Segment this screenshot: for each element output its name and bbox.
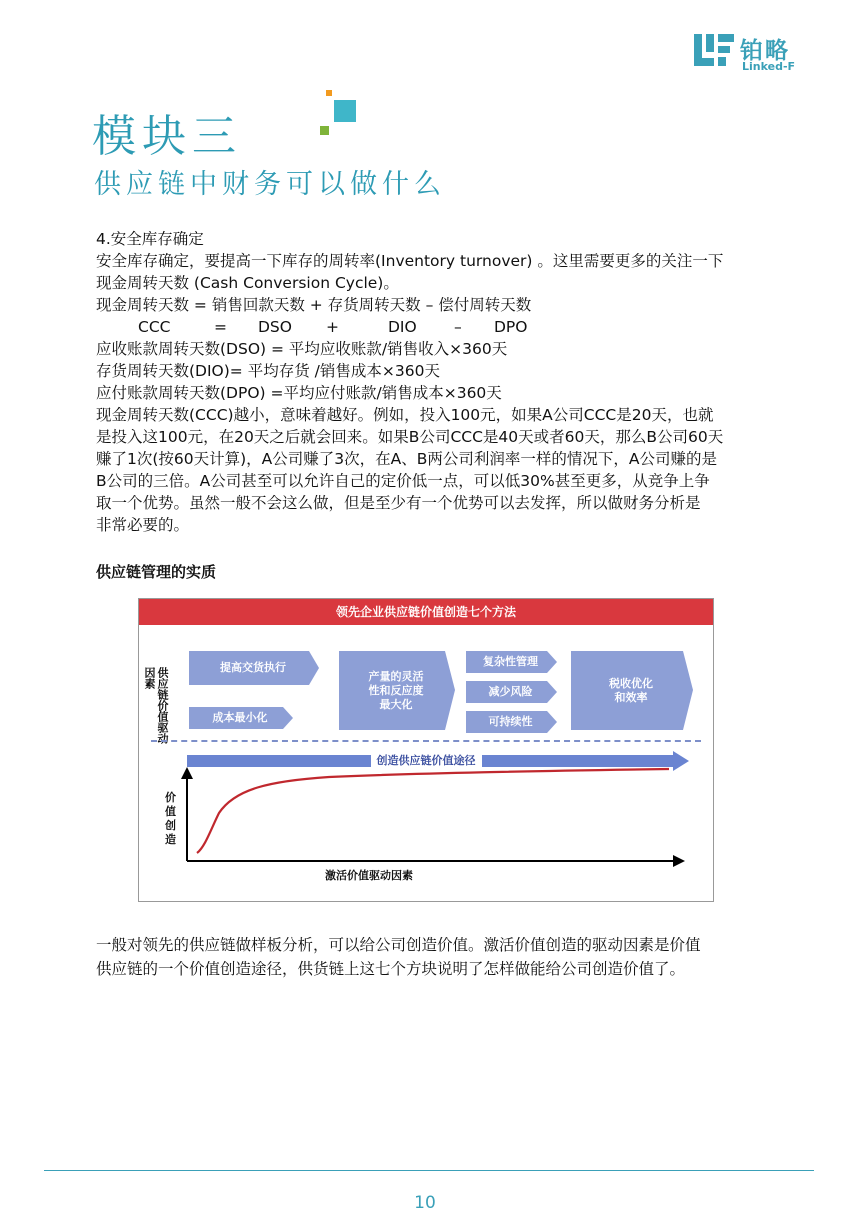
chevron-flexibility-line2: 性和反应度: [368, 683, 424, 697]
y-axis-label: 价值创造: [165, 791, 176, 846]
chevron-flexibility-line1: 产量的灵活: [368, 669, 424, 683]
formula-plus: +: [326, 318, 339, 336]
chevron-flexibility-line3: 最大化: [379, 697, 413, 711]
body-line: 非常必要的。: [96, 516, 190, 534]
body-line: 现金周转天数(CCC)越小，意味着越好。例如，投入100元，如果A公司CCC是20天，也就: [96, 406, 714, 424]
chevron-sustainability: 可持续性: [488, 715, 533, 728]
chevron-complexity: 复杂性管理: [483, 655, 538, 668]
formula-ccc: CCC: [138, 318, 171, 336]
body-line: 应付账款周转天数(DPO) =平均应付账款/销售成本×360天: [96, 384, 502, 402]
figure-vertical-label: 供应链价值驱动因素: [143, 667, 169, 744]
y-axis-arrow-icon: [181, 767, 193, 779]
body-line: 应收账款周转天数(DSO) = 平均应收账款/销售收入×360天: [96, 340, 508, 358]
body-line: 存货周转天数(DIO)= 平均存货 /销售成本×360天: [96, 362, 440, 380]
body-line: 赚了1次(按60天计算)，A公司赚了3次，在A、B两公司利润率一样的情况下，A公司赚的是: [96, 450, 717, 468]
chevron-tax-line1: 税收优化: [609, 676, 653, 690]
value-curve-chart: [139, 599, 713, 901]
para-line: 一般对领先的供应链做样板分析，可以给公司创造价值。激活价值创造的驱动因素是价值: [96, 936, 701, 954]
formula-minus: –: [454, 318, 462, 336]
chevron-delivery: 提高交货执行: [220, 661, 286, 674]
page-number: 10: [414, 1193, 436, 1213]
x-axis-arrow-icon: [673, 855, 685, 867]
figure-header: 领先企业供应链价值创造七个方法: [139, 599, 713, 625]
body-line: 安全库存确定，要提高一下库存的周转率(Inventory turnover) 。这里需要更多的关注一下: [96, 252, 724, 270]
formula-row: [96, 316, 796, 338]
formula-dio: DIO: [388, 318, 417, 336]
chevron-cost: 成本最小化: [212, 711, 268, 724]
footer-divider: [44, 1170, 814, 1171]
page-subtitle: 供应链中财务可以做什么: [94, 169, 446, 200]
body-heading: 4.安全库存确定: [96, 230, 204, 248]
logo-mark-icon: [692, 32, 736, 72]
formula-dpo: DPO: [494, 318, 528, 336]
chevron-tax-line2: 和效率: [614, 690, 648, 704]
formula-eq: =: [214, 318, 227, 336]
body-line: 是投入这100元，在20天之后就会回来。如果B公司CCC是40天或者60天，那么B公司60天: [96, 428, 724, 446]
para-line: 供应链的一个价值创造途径，供货链上这七个方块说明了怎样做能给公司创造价值了。: [96, 960, 686, 978]
formula-dso: DSO: [258, 318, 292, 336]
brand-logo: [692, 32, 814, 74]
body-line: B公司的三倍。A公司甚至可以允许自己的定价低一点，可以低30%甚至更多，从竞争上争: [96, 472, 710, 490]
logo-english-text: Linked-F: [742, 60, 796, 73]
decorative-squares-icon: [318, 90, 366, 142]
body-text: [96, 228, 796, 536]
body-line: 现金周转天数 = 销售回款天数 + 存货周转天数 – 偿付周转天数: [96, 296, 532, 314]
section-title: 供应链管理的实质: [96, 563, 217, 581]
x-axis-label: 激活价值驱动因素: [325, 869, 413, 882]
page-title: 模块三: [92, 111, 242, 162]
chevron-risk: 减少风险: [488, 685, 533, 698]
supply-chain-figure: [138, 598, 714, 902]
logo-chinese-text: 铂略: [740, 38, 790, 64]
body-line: 现金周转天数 (Cash Conversion Cycle)。: [96, 274, 399, 292]
value-curve: [197, 769, 669, 853]
closing-paragraph: [96, 933, 796, 981]
body-line: 取一个优势。虽然一般不会这么做，但是至少有一个优势可以去发挥，所以做财务分析是: [96, 494, 701, 512]
path-label-text: 创造供应链价值途径: [371, 754, 482, 767]
